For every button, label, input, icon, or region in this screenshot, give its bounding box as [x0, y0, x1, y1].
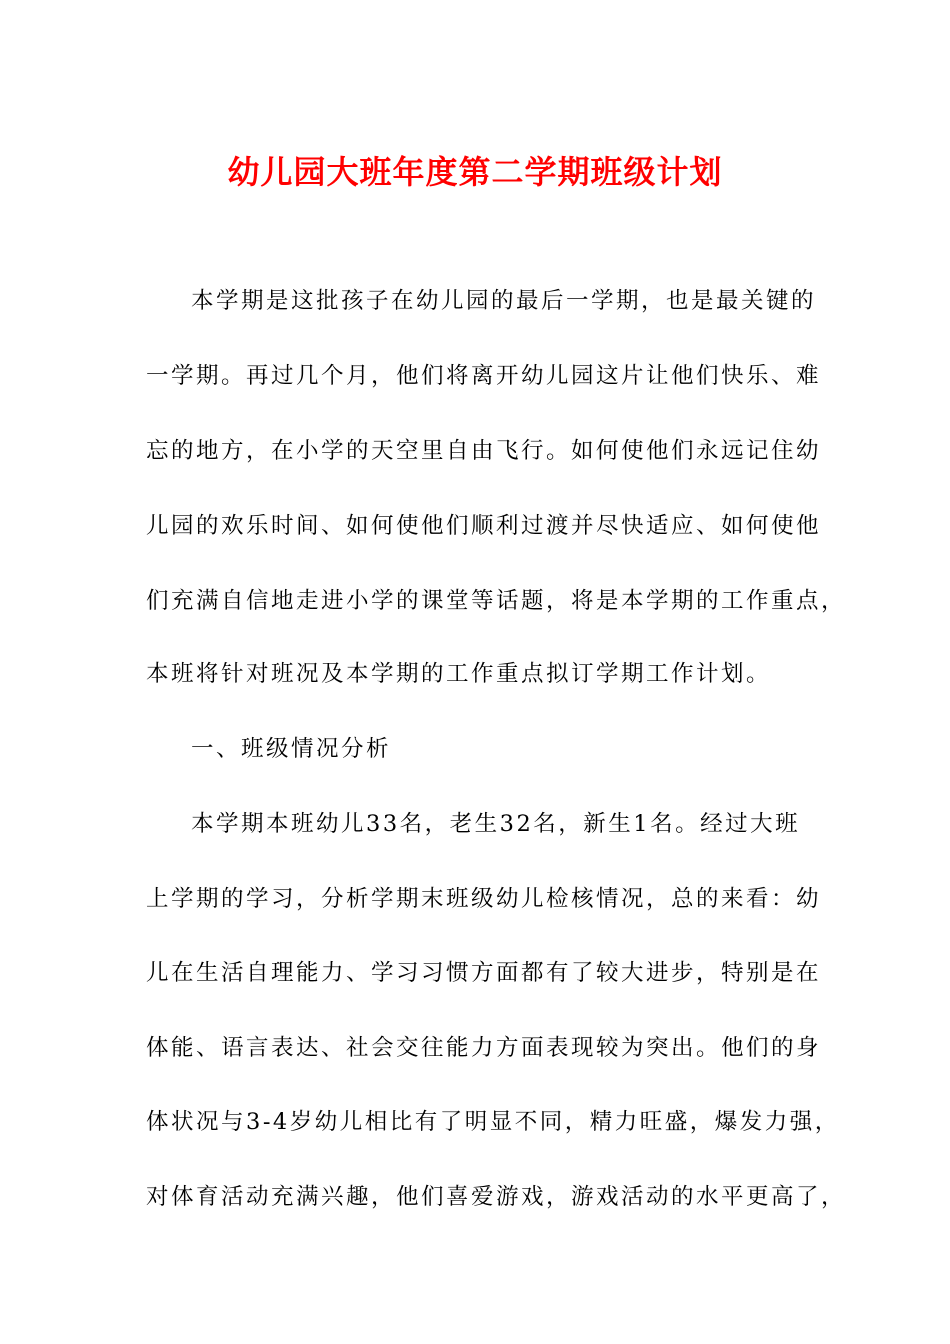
paragraph-line: 们充满自信地走进小学的课堂等话题，将是本学期的工作重点， — [146, 588, 847, 614]
paragraph-line: 儿在生活自理能力、学习习惯方面都有了较大进步，特别是在 — [146, 960, 822, 986]
paragraph-line: 本学期本班幼儿33名，老生32名，新生1名。经过大班 — [191, 811, 801, 837]
section-heading: 一、班级情况分析 — [191, 736, 392, 762]
paragraph-line: 本班将针对班况及本学期的工作重点拟订学期工作计划。 — [146, 661, 772, 687]
paragraph-line: 体状况与3-4岁幼儿相比有了明显不同，精力旺盛，爆发力强， — [146, 1109, 840, 1135]
paragraph-line: 儿园的欢乐时间、如何使他们顺利过渡并尽快适应、如何使他 — [146, 513, 822, 539]
paragraph-line: 体能、语言表达、社会交往能力方面表现较为突出。他们的身 — [146, 1035, 822, 1061]
paragraph-line: 对体育活动充满兴趣，他们喜爱游戏，游戏活动的水平更高了， — [146, 1184, 847, 1210]
paragraph-line: 一学期。再过几个月，他们将离开幼儿园这片让他们快乐、难 — [146, 363, 822, 389]
paragraph-line: 上学期的学习，分析学期末班级幼儿检核情况，总的来看：幼 — [146, 886, 822, 912]
paragraph-line: 忘的地方，在小学的天空里自由飞行。如何使他们永远记住幼 — [146, 438, 822, 464]
document-title: 幼儿园大班年度第二学期班级计划 — [227, 153, 723, 191]
paragraph-line: 本学期是这批孩子在幼儿园的最后一学期，也是最关键的 — [191, 288, 817, 314]
